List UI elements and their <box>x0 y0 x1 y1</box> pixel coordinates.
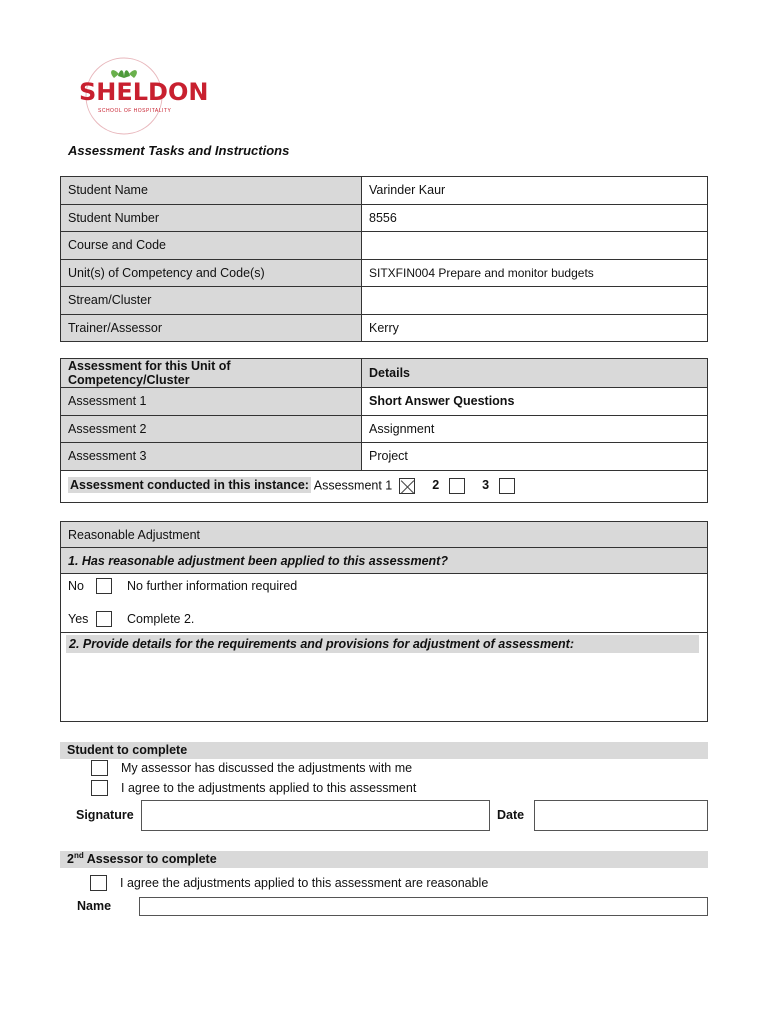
student-check-2 <box>91 780 416 796</box>
table-row <box>61 314 708 342</box>
logo-tagline: SCHOOL OF HOSPITALITY <box>98 108 172 114</box>
name-label: Name <box>77 899 112 913</box>
yes-option <box>68 611 194 627</box>
assessment-2-value: Assignment <box>362 415 708 443</box>
check-label: My assessor has discussed the adjustments with me <box>121 761 413 775</box>
check-label: I agree to the adjustments applied to this assessment <box>121 781 417 795</box>
assessment-conducted-label: Assessment conducted in this instance: <box>70 478 309 493</box>
page-title: Assessment Tasks and Instructions <box>68 143 290 158</box>
assessment-3-checkbox[interactable] <box>499 478 515 494</box>
assessment-conducted-row <box>61 470 708 502</box>
option-label: Assessment 1 <box>313 478 393 493</box>
question-2: 2. Provide details for the requirements and provisions for adjustment of assessment: <box>66 635 699 653</box>
assessment-1-checkbox[interactable] <box>399 478 415 494</box>
table-header-row <box>61 359 708 388</box>
student-number-value[interactable]: 8556 <box>362 204 708 232</box>
table-row <box>61 177 708 205</box>
reasonable-adjustment-heading: Reasonable Adjustment <box>61 522 707 548</box>
heading-number: 2 <box>67 852 74 866</box>
yes-checkbox[interactable] <box>96 611 112 627</box>
no-label: No <box>68 579 84 593</box>
column-header: Details <box>362 359 708 388</box>
option-label: 2 <box>432 478 440 493</box>
agree-adjustments-checkbox[interactable] <box>91 780 108 796</box>
row-label: Trainer/Assessor <box>61 314 362 342</box>
check-label: I agree the adjustments applied to this assessment are reasonable <box>120 876 489 890</box>
stream-cluster-value[interactable] <box>362 287 708 315</box>
second-assessor-check <box>90 875 488 891</box>
logo-brand: SHELDON <box>79 78 209 106</box>
row-label: Assessment 1 <box>61 388 362 416</box>
second-assessor-heading <box>60 851 708 868</box>
no-checkbox[interactable] <box>96 578 112 594</box>
table-row <box>61 232 708 260</box>
assessment-1-value: Short Answer Questions <box>362 388 708 416</box>
student-check-1 <box>91 760 412 776</box>
question-1: 1. Has reasonable adjustment been applied to this assessment? <box>61 548 707 574</box>
row-label: Stream/Cluster <box>61 287 362 315</box>
option-label: 3 <box>482 478 490 493</box>
assessment-2-checkbox[interactable] <box>449 478 465 494</box>
yes-text: Complete 2. <box>127 612 195 626</box>
unit-competency-value[interactable]: SITXFIN004 Prepare and monitor budgets <box>362 259 708 287</box>
assessment-3-value: Project <box>362 443 708 471</box>
row-label: Assessment 3 <box>61 443 362 471</box>
no-text: No further information required <box>127 579 298 593</box>
sheldon-logo <box>74 56 209 136</box>
row-label: Course and Code <box>61 232 362 260</box>
signature-field[interactable] <box>141 800 490 831</box>
assessor-discussed-checkbox[interactable] <box>91 760 108 776</box>
heading-ordinal: nd <box>73 850 84 860</box>
column-header: Assessment for this Unit of Competency/Cluster <box>61 359 362 388</box>
adjustment-options <box>61 574 707 633</box>
student-info-table <box>60 176 708 342</box>
reasonable-adjustment-section <box>60 521 708 722</box>
table-row <box>61 388 708 416</box>
name-field[interactable] <box>139 897 708 916</box>
adjustment-details-area[interactable] <box>61 653 707 719</box>
assessor-agree-checkbox[interactable] <box>90 875 107 891</box>
no-option <box>68 578 297 594</box>
assessment-table <box>60 358 708 503</box>
date-field[interactable] <box>534 800 708 831</box>
heading-text: Assessor to complete <box>83 852 217 866</box>
row-label: Unit(s) of Competency and Code(s) <box>61 259 362 287</box>
table-row <box>61 287 708 315</box>
assessment-conducted-cell <box>61 470 708 502</box>
date-label: Date <box>497 808 525 822</box>
table-row <box>61 204 708 232</box>
row-label: Student Number <box>61 204 362 232</box>
row-label: Assessment 2 <box>61 415 362 443</box>
student-complete-heading: Student to complete <box>60 742 708 759</box>
signature-label: Signature <box>76 808 134 822</box>
table-row <box>61 259 708 287</box>
course-code-value[interactable] <box>362 232 708 260</box>
table-row <box>61 443 708 471</box>
yes-label: Yes <box>68 612 89 626</box>
table-row <box>61 415 708 443</box>
student-name-value[interactable]: Varinder Kaur <box>362 177 708 205</box>
trainer-assessor-value[interactable]: Kerry <box>362 314 708 342</box>
row-label: Student Name <box>61 177 362 205</box>
